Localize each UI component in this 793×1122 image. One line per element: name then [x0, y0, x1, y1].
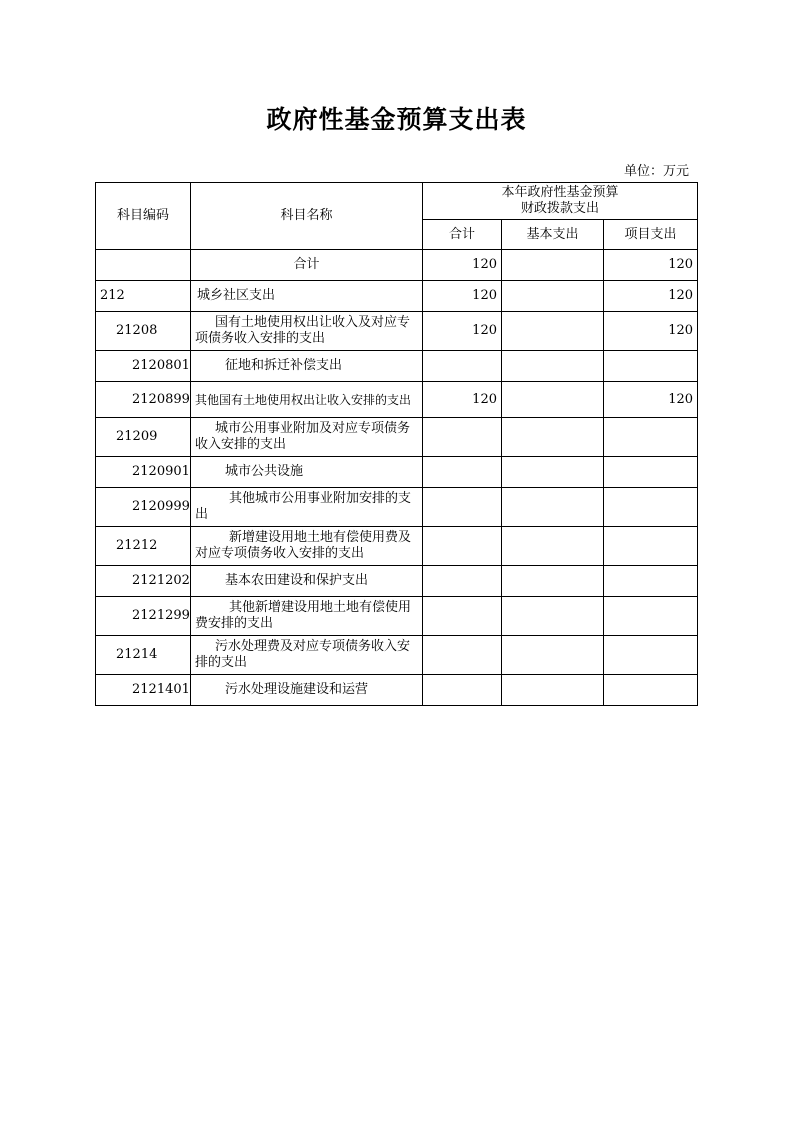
- row-basic: [502, 250, 604, 281]
- row-name: 国有土地使用权出让收入及对应专项债务收入安排的支出: [191, 312, 423, 351]
- row-code: 21209: [96, 418, 191, 457]
- row-name: 合计: [191, 250, 423, 281]
- row-code: 2120801: [96, 351, 191, 382]
- row-code: 21214: [96, 636, 191, 675]
- table-row: [96, 382, 698, 418]
- row-total: [423, 418, 502, 457]
- row-total: 120: [423, 250, 502, 281]
- row-project: [604, 488, 698, 527]
- row-code: 2120901: [96, 457, 191, 488]
- row-total: [423, 527, 502, 566]
- row-project: [604, 566, 698, 597]
- page-title: 政府性基金预算支出表: [266, 105, 527, 134]
- header-group-line2: 财政拨款支出: [521, 201, 600, 216]
- row-project: [604, 457, 698, 488]
- table-row: [96, 597, 698, 636]
- table-row: [96, 351, 698, 382]
- row-basic: [502, 597, 604, 636]
- table-row: [96, 250, 698, 281]
- row-name: 基本农田建设和保护支出: [191, 566, 423, 597]
- row-total: [423, 488, 502, 527]
- row-project: [604, 597, 698, 636]
- row-total: 120: [423, 281, 502, 312]
- table-row: [96, 527, 698, 566]
- row-name: 城乡社区支出: [191, 281, 423, 312]
- row-project: [604, 675, 698, 706]
- row-code: 2121401: [96, 675, 191, 706]
- row-basic: [502, 527, 604, 566]
- row-total: [423, 675, 502, 706]
- row-code: 21208: [96, 312, 191, 351]
- row-basic: [502, 636, 604, 675]
- row-total: [423, 566, 502, 597]
- row-project: 120: [604, 281, 698, 312]
- row-name: 新增建设用地土地有偿使用费及对应专项债务收入安排的支出: [191, 527, 423, 566]
- row-basic: [502, 351, 604, 382]
- table-row: [96, 488, 698, 527]
- row-basic: [502, 675, 604, 706]
- row-name: 征地和拆迁补偿支出: [191, 351, 423, 382]
- header-group: [423, 183, 698, 220]
- expenditure-table: [95, 182, 698, 706]
- header-project: 项目支出: [604, 220, 698, 250]
- header-name: 科目名称: [191, 183, 423, 250]
- row-basic: [502, 566, 604, 597]
- row-name: 其他国有土地使用权出让收入安排的支出: [191, 382, 423, 418]
- row-name: 城市公用事业附加及对应专项债务收入安排的支出: [191, 418, 423, 457]
- row-code: 2120999: [96, 488, 191, 527]
- row-name: 其他城市公用事业附加安排的支出: [191, 488, 423, 527]
- row-project: [604, 351, 698, 382]
- row-name: 城市公共设施: [191, 457, 423, 488]
- row-total: 120: [423, 312, 502, 351]
- row-basic: [502, 382, 604, 418]
- row-total: [423, 457, 502, 488]
- unit-label: 单位：万元: [623, 164, 689, 179]
- row-total: [423, 636, 502, 675]
- table-row: [96, 312, 698, 351]
- table-row: [96, 675, 698, 706]
- row-name: 污水处理费及对应专项债务收入安排的支出: [191, 636, 423, 675]
- row-total: [423, 597, 502, 636]
- row-name: 其他新增建设用地土地有偿使用费安排的支出: [191, 597, 423, 636]
- row-code: [96, 250, 191, 281]
- row-code: 2121299: [96, 597, 191, 636]
- header-group-line1: 本年政府性基金预算: [501, 185, 619, 200]
- table-row: [96, 566, 698, 597]
- row-basic: [502, 488, 604, 527]
- row-code: 2120899: [96, 382, 191, 418]
- row-basic: [502, 281, 604, 312]
- table-row: [96, 636, 698, 675]
- row-code: 212: [96, 281, 191, 312]
- row-project: 120: [604, 312, 698, 351]
- row-basic: [502, 457, 604, 488]
- row-total: 120: [423, 382, 502, 418]
- table-row: [96, 457, 698, 488]
- row-project: 120: [604, 250, 698, 281]
- table-row: [96, 281, 698, 312]
- header-code: 科目编码: [96, 183, 191, 250]
- row-total: [423, 351, 502, 382]
- row-project: [604, 527, 698, 566]
- row-code: 21212: [96, 527, 191, 566]
- row-name: 污水处理设施建设和运营: [191, 675, 423, 706]
- row-project: [604, 418, 698, 457]
- header-total: 合计: [423, 220, 502, 250]
- row-basic: [502, 418, 604, 457]
- row-project: [604, 636, 698, 675]
- row-basic: [502, 312, 604, 351]
- row-project: 120: [604, 382, 698, 418]
- header-basic: 基本支出: [502, 220, 604, 250]
- table-row: [96, 418, 698, 457]
- row-code: 2121202: [96, 566, 191, 597]
